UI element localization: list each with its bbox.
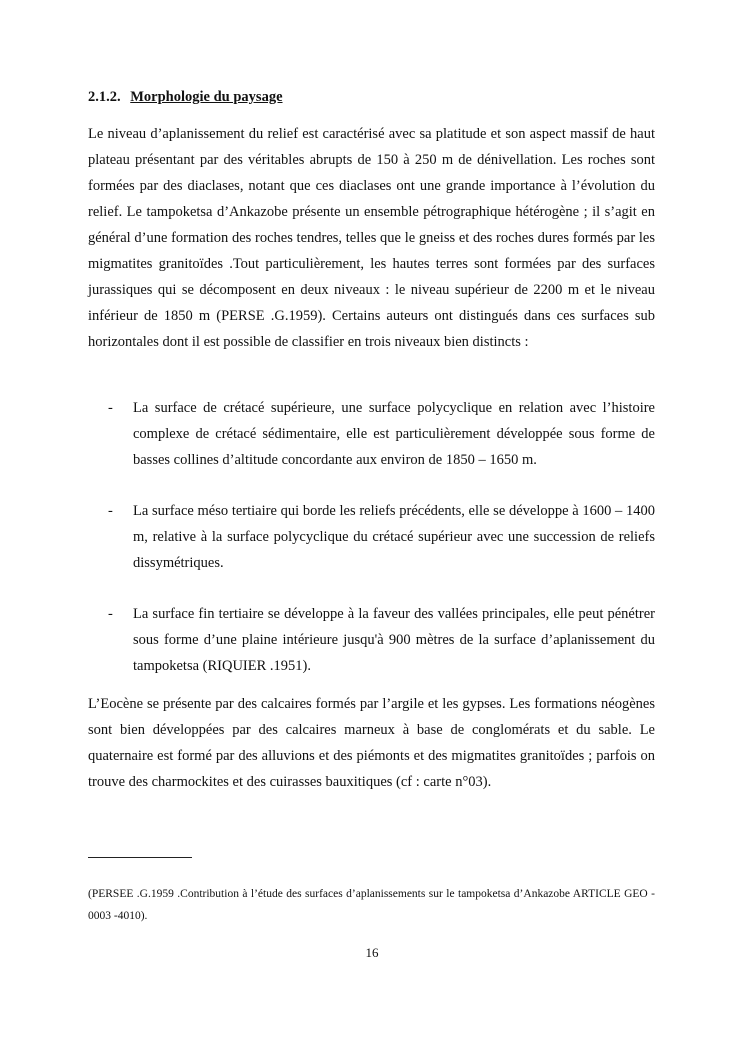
bullet-marker: - (108, 606, 113, 622)
bullet-item-cretace (108, 395, 655, 473)
footnote-separator (88, 857, 192, 858)
page-number: 16 (365, 945, 379, 960)
footnote: (PERSEE .G.1959 .Contribution à l’étude des surfaces d’aplanissements sur le tampoketsa d’Ankazobe ARTICLE GEO - 0003 -4010). (88, 888, 655, 922)
bullet-item-meso-tertiaire (108, 498, 655, 576)
section-title: Morphologie du paysage (130, 89, 283, 105)
bullet-marker: - (108, 503, 113, 519)
section-number: 2.1.2. (88, 89, 121, 105)
bullet-text: La surface fin tertiaire se développe à la faveur des vallées principales, elle peut pénétrer sous forme d’une plaine intérieure jusqu'à 900 mètres de la surface d’aplanissement du tampoketsa (RIQUIER .1951). (133, 606, 655, 674)
bullet-item-fin-tertiaire (108, 601, 655, 679)
bullet-text: La surface méso tertiaire qui borde les reliefs précédents, elle se développe à 1600 – 1400 m, relative à la surface polycyclique du crétacé supérieur avec une succession de reliefs dissymétriques. (133, 503, 655, 571)
bullet-marker: - (108, 400, 113, 416)
closing-paragraph: L’Eocène se présente par des calcaires formés par l’argile et les gypses. Les formations néogènes sont bien développées par des calcaires marneux à base de conglomérats et du sable. Le quaternaire est formé par des alluvions et des piémonts et des migmatites granitoïdes ; parfois on trouve des charmockites et des cuirasses bauxitiques (cf : carte n°03). (88, 696, 655, 790)
bullet-text: La surface de crétacé supérieure, une surface polycyclique en relation avec l’histoire complexe de crétacé sédimentaire, elle est particulièrement développée sous forme de basses collines d’altitude concordante aux environ de 1850 – 1650 m. (133, 400, 655, 468)
intro-paragraph: Le niveau d’aplanissement du relief est caractérisé avec sa platitude et son aspect massif de haut plateau présentant par des véritables abrupts de 150 à 250 m de dénivellation. Les roches sont formées par des diaclases, notant que ces diaclases ont une grande importance à l’évolution du relief. Le tampoketsa d’Ankazobe présente un ensemble pétrographique hétérogène ; il s’agit en général d’une formation des roches tendres, telles que le gneiss et des roches dures formés par les migmatites granitoïdes .Tout particulièrement, les hautes terres sont formées par des surfaces jurassiques qui se décomposent en deux niveaux : le niveau supérieur de 2200 m et le niveau inférieur de 1850 m (PERSE .G.1959). Certains auteurs ont distingués dans ces surfaces sub horizontales dont il est possible de classifier en trois niveaux bien distincts : (88, 126, 655, 350)
section-heading (88, 87, 283, 107)
